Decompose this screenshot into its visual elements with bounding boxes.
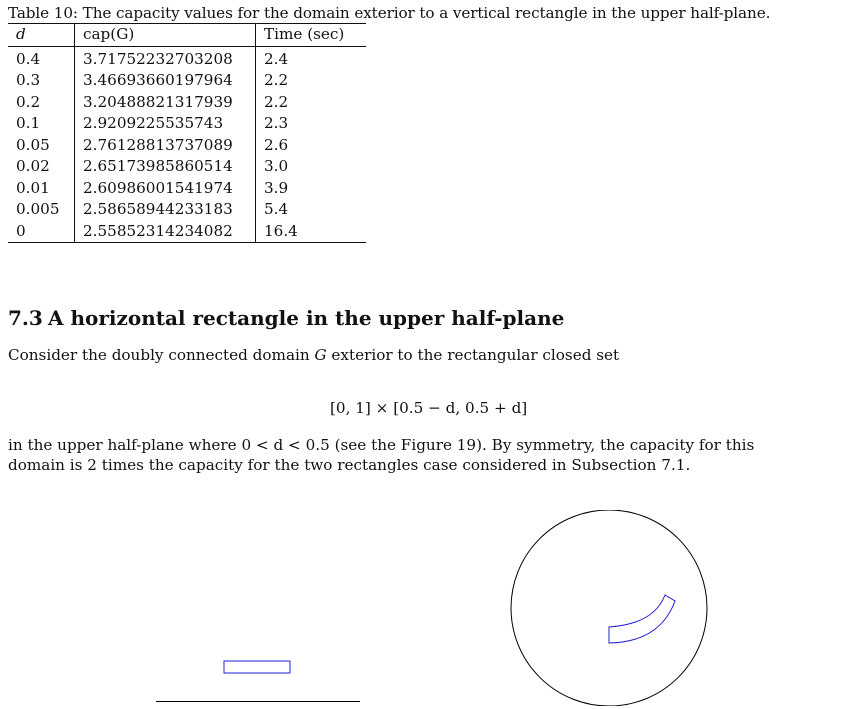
table-row <box>8 135 366 157</box>
cell-cap: 2.65173985860514 <box>75 156 256 178</box>
section-title: A horizontal rectangle in the upper half-plane <box>48 306 565 330</box>
cell-cap: 3.20488821317939 <box>75 92 256 114</box>
cell-time: 3.0 <box>264 157 289 175</box>
column-header-time: Time (sec) <box>264 25 345 43</box>
table-row <box>8 199 366 221</box>
capacity-table <box>8 23 366 243</box>
cell-cap: 2.60986001541974 <box>75 178 256 200</box>
figure-left-half-plane <box>150 650 365 706</box>
cell-d: 0.3 <box>8 70 75 92</box>
cell-time: 3.9 <box>264 178 289 197</box>
paragraph-intro-variable: G <box>314 346 327 364</box>
paragraph-intro-text: Consider the doubly connected domain <box>8 346 315 364</box>
cell-time: 2.4 <box>264 49 289 68</box>
figure-right-unit-disk <box>505 510 715 706</box>
cell-time: 2.6 <box>264 135 289 154</box>
cell-d: 0.05 <box>8 135 75 157</box>
cell-d: 0.01 <box>8 178 75 200</box>
cell-time: 16.4 <box>264 221 298 240</box>
unit-circle-outline <box>511 510 707 706</box>
paragraph-body-line-2: domain is 2 times the capacity for the two rectangles case considered in Subsection 7.1. <box>8 456 691 474</box>
cell-cap: 3.46693660197964 <box>75 70 256 92</box>
cell-time: 5.4 <box>264 200 289 218</box>
cell-d: 0.005 <box>8 199 75 221</box>
table-row <box>8 113 366 135</box>
table-row <box>8 70 366 92</box>
cell-d: 0.2 <box>8 92 75 114</box>
paragraph-body-line-1: in the upper half-plane where 0 < d < 0.5 (see the Figure 19). By symmetry, the capacity for this <box>8 436 755 454</box>
table-row <box>8 178 366 200</box>
paragraph-intro-text-end: exterior to the rectangular closed set <box>326 346 620 364</box>
mapped-rectangle-arc-shape <box>609 595 675 643</box>
section-number: 7.3 <box>8 306 43 330</box>
cell-d: 0 <box>8 221 75 243</box>
paragraph-body <box>8 435 860 475</box>
cell-cap: 2.58658944233183 <box>75 199 256 221</box>
table-row <box>8 156 366 178</box>
cell-time: 2.3 <box>264 114 289 132</box>
cell-cap: 2.76128813737089 <box>75 135 256 157</box>
cell-time: 2.2 <box>264 92 289 111</box>
table-header-row <box>8 24 366 47</box>
section-heading <box>8 306 564 330</box>
table-caption: Table 10: The capacity values for the domain exterior to a vertical rectangle in the upper half-plane. <box>8 4 771 22</box>
table-row <box>8 46 366 70</box>
column-header-cap: cap(G) <box>75 24 256 47</box>
cell-cap: 3.71752232703208 <box>75 46 256 70</box>
cell-time: 2.2 <box>264 71 289 89</box>
cell-d: 0.4 <box>8 46 75 70</box>
table-row <box>8 92 366 114</box>
cell-d: 0.02 <box>8 156 75 178</box>
paragraph-intro <box>8 346 619 364</box>
cell-cap: 2.9209225535743 <box>75 113 256 135</box>
horizontal-rectangle-shape <box>224 661 290 673</box>
cell-d: 0.1 <box>8 113 75 135</box>
column-header-d: d <box>8 24 75 47</box>
display-equation: [0, 1] × [0.5 − d, 0.5 + d] <box>330 399 528 417</box>
table-row <box>8 221 366 243</box>
cell-cap: 2.55852314234082 <box>75 221 256 243</box>
